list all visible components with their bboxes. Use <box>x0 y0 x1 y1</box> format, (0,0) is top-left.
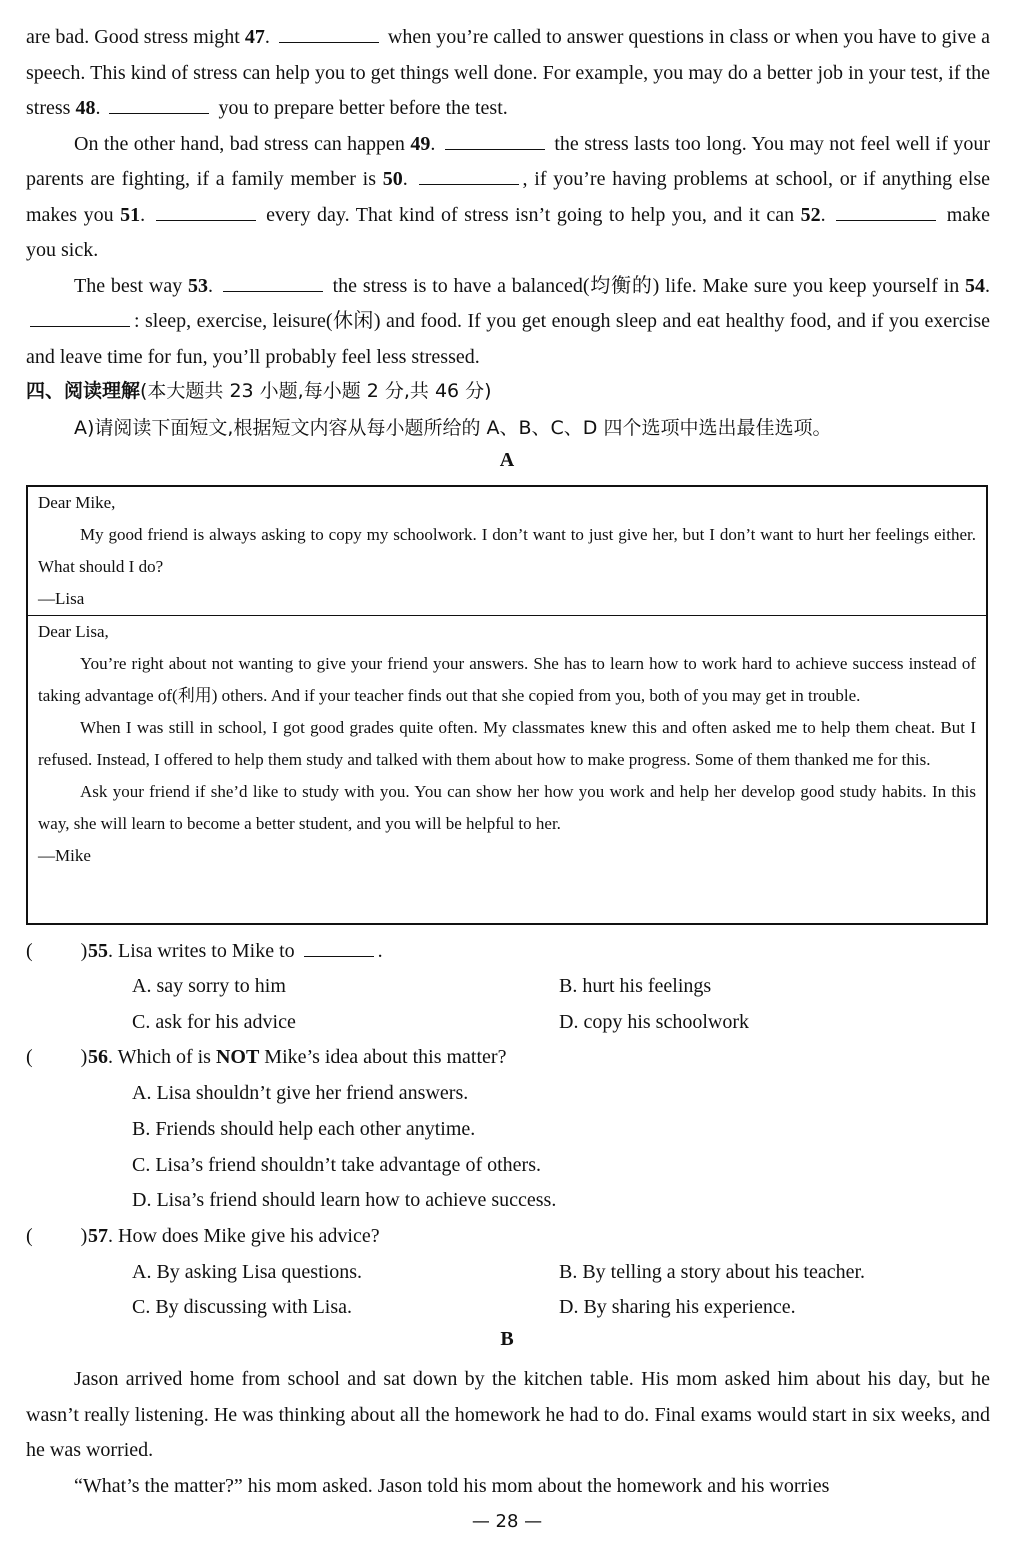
letter-signature: —Mike <box>38 846 91 865</box>
option-d[interactable]: D. copy his schoolwork <box>559 1011 749 1033</box>
letter-paragraph: Ask your friend if she’d like to study with you. You can show her how you work and help her develop good study habits. In this way, she will learn to become a better student, and you will be helpful to her. <box>38 782 976 833</box>
cloze-passage <box>26 20 990 375</box>
section-title: 四、阅读理解(本大题共 23 小题,每小题 2 分,共 46 分) <box>26 380 492 402</box>
answer-blank-49[interactable] <box>445 131 545 150</box>
letter-signature: —Lisa <box>38 589 85 608</box>
option-a[interactable]: A. say sorry to him <box>132 975 286 997</box>
blank-number-50: 50 <box>382 168 403 190</box>
page-number: — 28 — <box>471 1511 543 1532</box>
blank-number-52: 52 <box>800 203 821 226</box>
answer-blank-51[interactable] <box>156 202 256 221</box>
option-a[interactable]: A. Lisa shouldn’t give her friend answers. <box>132 1082 469 1104</box>
option-d[interactable]: D. Lisa’s friend should learn how to achieve success. <box>132 1189 557 1211</box>
option-d[interactable]: D. By sharing his experience. <box>559 1296 796 1318</box>
question-55: ( )55. Lisa writes to Mike to . <box>26 934 383 970</box>
blank-number-47: 47 <box>244 26 265 48</box>
question-56: ( )56. Which of is NOT Mike’s idea about this matter? <box>26 1040 506 1076</box>
answer-blank-50[interactable] <box>419 166 519 185</box>
letter-greeting: Dear Mike, <box>38 493 116 512</box>
blank-number-48: 48 <box>75 97 96 119</box>
answer-bracket[interactable]: ( ) <box>26 940 88 962</box>
letter-greeting: Dear Lisa, <box>38 622 109 641</box>
cloze-paragraph-3: The best way 53. the stress is to have a balanced(均衡的) life. Make sure you keep yourself in 54. : sleep, exercise, leisure(休闲) and food. If you get enough sleep and eat healthy food, and if you exercise and leave time for fun, you’ll probably feel less stressed. <box>26 274 990 368</box>
passage-a-label: A <box>499 449 515 471</box>
passage-b-label: B <box>500 1328 514 1350</box>
answer-blank-54[interactable] <box>30 308 130 327</box>
letter-from-mike <box>28 616 986 872</box>
answer-blank-53[interactable] <box>223 273 323 292</box>
answer-bracket[interactable]: ( ) <box>26 1046 88 1068</box>
answer-blank-52[interactable] <box>836 202 936 221</box>
option-b[interactable]: B. By telling a story about his teacher. <box>559 1261 866 1283</box>
blank-number-49: 49 <box>410 132 431 155</box>
blank-number-53: 53 <box>188 274 209 297</box>
blank-number-54: 54 <box>965 274 985 297</box>
section-instruction: A)请阅读下面短文,根据短文内容从每小题所给的 A、B、C、D 四个选项中选出最佳选项。 <box>74 417 832 439</box>
option-a[interactable]: A. By asking Lisa questions. <box>132 1261 362 1283</box>
passage-b <box>26 1362 990 1504</box>
passage-paragraph: Jason arrived home from school and sat down by the kitchen table. His mom asked him about his day, but he wasn’t really listening. He was thinking about all the homework he had to do. Final exams would start in six weeks, and he was worried. <box>26 1368 990 1461</box>
letter-paragraph: When I was still in school, I got good grades quite often. My classmates knew this and often asked me to help them cheat. But I refused. Instead, I offered to help them study and talked with them about how to make progress. Some of them thanked me for this. <box>38 718 976 769</box>
option-c[interactable]: C. By discussing with Lisa. <box>132 1296 353 1318</box>
option-b[interactable]: B. Friends should help each other anytime. <box>132 1118 476 1140</box>
cloze-paragraph-1: are bad. Good stress might 47. when you’re called to answer questions in class or when you have to give a speech. This kind of stress can help you to get things well done. For example, you may do a better job in your test, if the stress 48. you to prepare better before the test. <box>26 26 990 119</box>
section-note: (本大题共 23 小题,每小题 2 分,共 46 分) <box>140 380 492 402</box>
letter-from-lisa <box>28 487 986 615</box>
answer-blank-47[interactable] <box>279 24 379 43</box>
answer-blank <box>304 938 374 957</box>
option-c[interactable]: C. Lisa’s friend shouldn’t take advantage of others. <box>132 1154 541 1176</box>
blank-number-51: 51 <box>120 203 141 226</box>
option-b[interactable]: B. hurt his feelings <box>559 975 712 997</box>
question-57: ( )57. How does Mike give his advice? <box>26 1219 380 1255</box>
answer-blank-48[interactable] <box>109 95 209 114</box>
letters-box <box>26 485 988 925</box>
passage-paragraph: “What’s the matter?” his mom asked. Jason told his mom about the homework and his worries <box>74 1474 830 1497</box>
letter-body: My good friend is always asking to copy my schoolwork. I don’t want to just give her, but I don’t want to hurt her feelings either. What should I do? <box>38 525 976 576</box>
answer-bracket[interactable]: ( ) <box>26 1225 88 1247</box>
cloze-paragraph-2: On the other hand, bad stress can happen 49. the stress lasts too long. You may not feel well if your parents are fighting, if a family member is 50. , if you’re having problems at school, or if anything else makes you 51. every day. That kind of stress isn’t going to help you, and it can 52. make you sick. <box>26 132 991 261</box>
letter-paragraph: You’re right about not wanting to give your friend your answers. She has to learn how to work hard to achieve success instead of taking advantage of(利用) others. And if your teacher finds out that she copied from you, both of you may get in trouble. <box>38 654 976 705</box>
option-c[interactable]: C. ask for his advice <box>132 1011 296 1033</box>
